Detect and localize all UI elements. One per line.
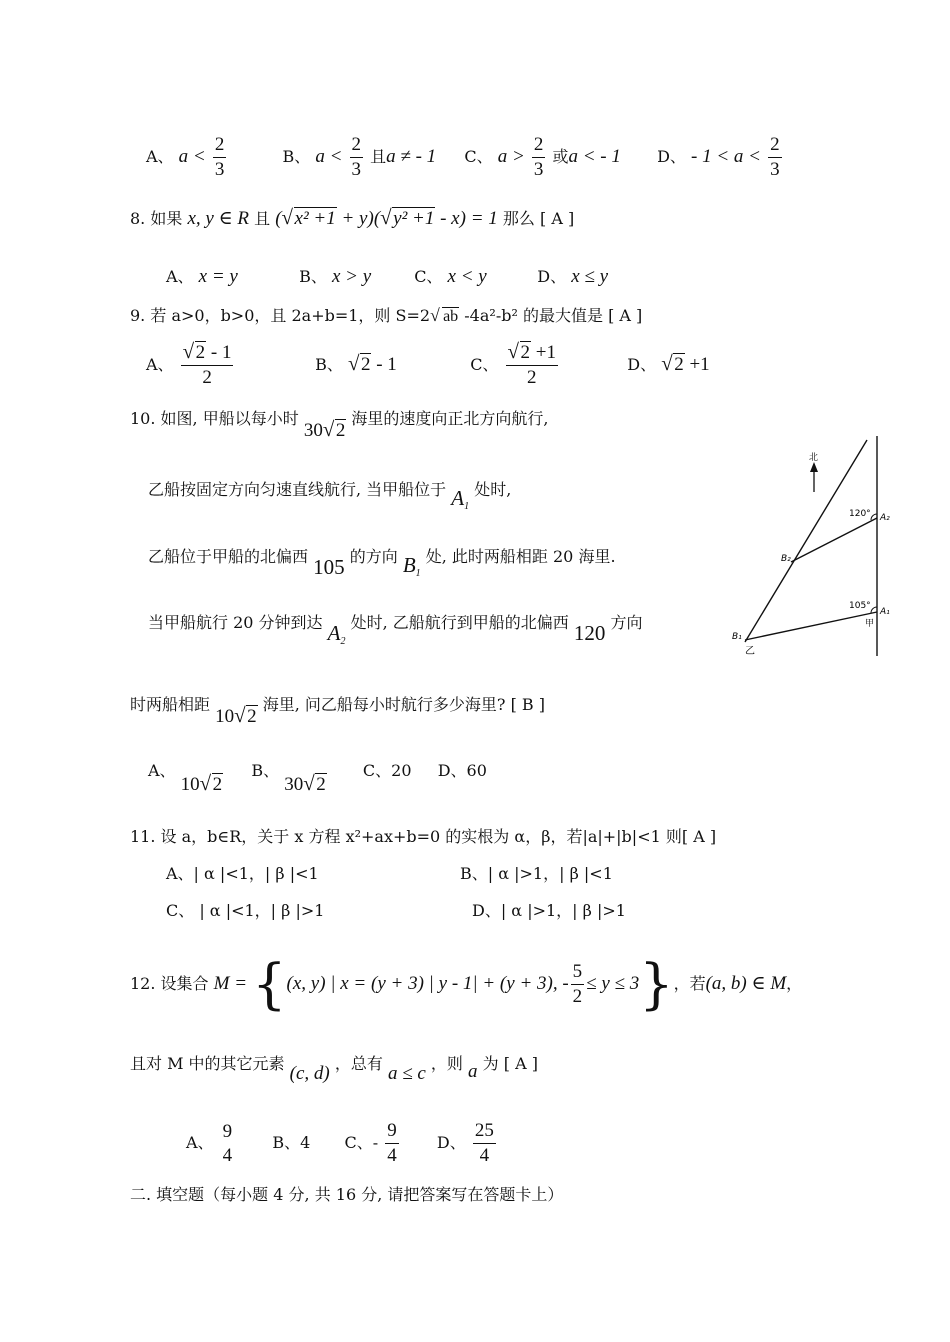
sqrt (234, 706, 258, 728)
text: 乙船位于甲船的北偏西 (148, 547, 309, 566)
q7-opt-b-math2: a ≠ - 1 (386, 146, 437, 167)
opt-label: D、 (627, 355, 657, 374)
rad: 2 (316, 774, 326, 795)
angle-label-120: 120° (849, 509, 871, 519)
num: 10 (215, 706, 235, 727)
q12-opt-b: B、4 (272, 1133, 311, 1152)
q8-opt-b (299, 266, 409, 288)
q7-opt-d-label: D、 (657, 147, 686, 166)
sub: 1 (464, 501, 470, 512)
sqrt (661, 354, 685, 376)
q11-stem: 11. 设 a，b∈R，关于 x 方程 x²+ax+b=0 的实根为 α，β，若|a|+|b|<1 则[ A ] (130, 827, 717, 846)
yi-label: 乙 (745, 646, 755, 657)
q9-opt-a-frac (181, 342, 234, 389)
frac-den: 3 (214, 159, 225, 180)
q9-options (146, 342, 710, 389)
text: ，总有 (334, 1054, 383, 1073)
q10-opt-d: D、60 (437, 761, 487, 780)
q7-opt-a-math: a < (178, 146, 206, 167)
section-2-title: 二. 填空题（每小题 4 分, 共 16 分, 请把答案写在答题卡上） (130, 1185, 564, 1204)
text: 海里的速度向正北方向航行, (351, 409, 549, 428)
a2-label: A₂ (880, 513, 890, 523)
sqrt (200, 774, 224, 796)
q9-opt-d (627, 354, 709, 376)
text: 处时, 乙船航行到甲船的北偏西 (350, 613, 569, 632)
rad: 2 (674, 354, 684, 375)
q10-opt-c: C、20 (362, 761, 412, 780)
q9-opt-a (146, 342, 310, 389)
q8-options (166, 266, 608, 288)
q8-opt-d (537, 266, 608, 288)
opt-label: C、- (344, 1133, 379, 1152)
opt-label: B、 (299, 267, 327, 286)
q10-answer: [ B ] (510, 695, 545, 714)
q8-sqrt-1 (282, 208, 337, 230)
q7-opt-c-math: a > (497, 146, 525, 167)
text: 且对 M 中的其它元素 (130, 1054, 285, 1073)
opt-label: A、 (148, 761, 176, 780)
q7-opt-a-label: A、 (146, 147, 174, 166)
frac-num (506, 342, 558, 366)
frac-den: 4 (387, 1145, 397, 1166)
text: 当甲船航行 20 分钟到达 (148, 613, 323, 632)
q7-opt-b-label: B、 (282, 147, 311, 166)
q12-ruo: ，若 (673, 974, 706, 993)
text: 处, 此时两船相距 20 海里. (425, 547, 616, 566)
num: 10 (180, 774, 200, 795)
q9-stem-a: 9. 若 a>0，b>0，且 2a+b=1，则 S=2 (130, 306, 431, 325)
q12-set-body: (x, y) | x = (y + 3) | y - 1| + (y + 3), - (286, 973, 569, 994)
frac-num: 2 (213, 134, 227, 158)
sqrt (323, 420, 347, 442)
frac-num: 5 (571, 961, 585, 985)
q7-opt-b-cn: 且 (370, 147, 387, 166)
frac-den: 3 (351, 159, 362, 180)
q8-and: 且 (254, 209, 271, 228)
q8-stem (130, 208, 574, 230)
opt-math: x > y (331, 266, 372, 287)
sqrt (348, 354, 372, 376)
q12-set-m: M = (213, 973, 248, 994)
ship-diagram (725, 430, 895, 662)
q7-opt-c-cn: 或 (552, 147, 569, 166)
frac-num: 9 (385, 1120, 399, 1144)
q7-opt-a-frac (213, 134, 227, 181)
q7-opt-d-math: - 1 < a < (691, 146, 761, 167)
q12-label: 12. 设集合 (130, 974, 209, 993)
q8-sqrt-2 (380, 208, 435, 230)
frac-num (181, 342, 234, 366)
a1-label: A₁ (880, 607, 890, 617)
q8-condition: x, y ∈ R (187, 208, 249, 229)
line-b2-a2 (791, 518, 877, 562)
q10-distance (215, 706, 258, 727)
q10-b1 (403, 553, 421, 577)
q12-opt-a-frac (221, 1121, 235, 1167)
q12-line2 (130, 1053, 538, 1084)
q7-options (146, 134, 784, 181)
sym: B (402, 553, 416, 577)
sym: A (451, 486, 465, 510)
q10-a1 (451, 486, 469, 510)
q10-opt-a-math (181, 774, 224, 795)
text: 为 (482, 1054, 499, 1073)
sqrt (303, 774, 327, 796)
q7-opt-b-frac (350, 134, 364, 181)
q11-opt-a: A、| α |<1，| β |<1 (166, 864, 319, 883)
q7-opt-c-label: C、 (464, 147, 493, 166)
opt-label: B、 (315, 355, 343, 374)
num-tail: - 1 (206, 342, 232, 363)
q10-speed (304, 420, 347, 441)
frac-num: 2 (768, 134, 782, 158)
q8-then: 那么 (502, 209, 535, 228)
q8-answer: [ A ] (539, 209, 575, 228)
num: 30 (284, 774, 304, 795)
right-brace-icon: } (639, 952, 674, 1016)
q8-label: 8. 如果 (130, 209, 183, 228)
q9-rad: ab (443, 308, 459, 325)
q8-eq-open: ( (275, 208, 282, 229)
q7-opt-c-math2: a < - 1 (568, 146, 621, 167)
q7-opt-b-math: a < (315, 146, 343, 167)
opt-label: B、 (251, 761, 280, 780)
q12-stem (130, 954, 802, 1014)
text: 方向 (610, 613, 643, 632)
sub: 1 (415, 568, 421, 579)
text: 海里, 问乙船每小时航行多少海里? (262, 695, 506, 714)
q11-opt-b: B、| α |>1，| β |<1 (460, 864, 613, 883)
rad: 2 (520, 342, 531, 363)
q9-opt-c (470, 342, 622, 389)
b2-label: B₂ (781, 554, 791, 564)
b1-label: B₁ (732, 632, 742, 642)
text: 时两船相距 (130, 695, 211, 714)
q11-opt-c: C、 | α |<1，| β |>1 (166, 901, 325, 920)
q7-opt-d-frac (768, 134, 782, 181)
opt-label: A、 (146, 355, 174, 374)
q8-opt-a (166, 266, 294, 288)
opt-math: x ≤ y (571, 266, 609, 287)
tail: - 1 (371, 354, 397, 375)
q8-eq-end: - x) = 1 (435, 208, 498, 229)
q10-line5 (130, 694, 545, 727)
q12-options (186, 1120, 498, 1167)
jia-label: 甲 (865, 619, 875, 629)
text: 处时, (474, 480, 512, 499)
q10-options (148, 760, 487, 795)
frac-den: 4 (479, 1145, 490, 1166)
frac-num: 2 (350, 134, 364, 158)
q12-set-range: ≤ y ≤ 3 (586, 973, 640, 994)
yi-course-line (745, 440, 867, 642)
opt-label: C、 (470, 355, 499, 374)
text: 乙船按固定方向匀速直线航行, 当甲船位于 (148, 480, 447, 499)
north-arrow-icon (810, 462, 818, 472)
q10-deg-105: 105 (313, 555, 345, 579)
q8-rad-2: y² +1 (393, 208, 435, 229)
rad: 2 (247, 706, 257, 727)
frac-den: 4 (222, 1144, 233, 1166)
frac-den: 2 (202, 367, 212, 388)
q12-opt-d-frac (473, 1120, 496, 1167)
opt-label: A、 (166, 267, 194, 286)
text: 10. 如图, 甲船以每小时 (130, 409, 299, 428)
q12-ineq: a ≤ c (387, 1063, 426, 1084)
q12-answer: [ A ] (503, 1054, 538, 1073)
q8-rad-1: x² +1 (294, 208, 336, 229)
opt-label: C、 (414, 267, 443, 286)
rad: 2 (212, 774, 223, 795)
q10-deg-120: 120 (573, 621, 606, 645)
q9-opt-b (315, 354, 465, 376)
rad: 2 (360, 354, 371, 375)
q12-pair: (a, b) ∈ M (705, 973, 787, 994)
q10-line3 (148, 544, 616, 579)
q11-opt-d: D、| α |>1，| β |>1 (472, 901, 626, 920)
num-tail: +1 (531, 342, 556, 363)
opt-math: x < y (447, 266, 487, 287)
q10-line1 (130, 408, 549, 441)
q9-stem-b: -4a²-b² 的最大值是 (459, 306, 603, 325)
q9-sqrt (430, 306, 459, 328)
opt-label: D、 (537, 267, 567, 286)
q10-opt-b-math (284, 774, 327, 795)
q8-opt-c (414, 266, 532, 288)
q12-cd: (c, d) (289, 1063, 330, 1084)
angle-label-105: 105° (849, 601, 871, 611)
opt-label: D、 (436, 1133, 466, 1152)
frac-num: 25 (473, 1120, 496, 1144)
q9-stem (130, 305, 642, 328)
north-label: 北 (809, 453, 819, 463)
sqrt (508, 342, 532, 364)
q12-frac (571, 961, 585, 1008)
q7-opt-c-frac (532, 134, 546, 181)
frac-den: 3 (533, 159, 544, 180)
num: 30 (303, 420, 323, 441)
q8-eq-mid: + y)( (336, 208, 381, 229)
q10-a2 (328, 621, 346, 645)
rad: 2 (195, 342, 206, 363)
q9-answer: [ A ] (608, 306, 643, 325)
q12-opt-c-frac (385, 1120, 399, 1167)
opt-math: x = y (198, 266, 238, 287)
left-brace-icon: { (252, 952, 287, 1016)
q9-opt-c-frac (506, 342, 558, 389)
sub: 2 (340, 636, 346, 647)
frac-num: 2 (532, 134, 546, 158)
opt-label: A、 (186, 1133, 214, 1152)
frac-den: 2 (572, 986, 583, 1007)
line-b1-a1 (745, 612, 877, 640)
text: ，则 (430, 1054, 463, 1073)
rad: 2 (335, 420, 346, 441)
tail: +1 (684, 354, 710, 375)
text: 的方向 (349, 547, 398, 566)
q10-line2 (148, 477, 512, 512)
sym: A (327, 621, 341, 645)
frac-den: 2 (527, 367, 537, 388)
frac-num: 9 (222, 1120, 233, 1142)
q10-line4 (148, 610, 643, 647)
q12-var: a (468, 1061, 478, 1082)
frac-den: 3 (770, 159, 780, 180)
q12-comma: ， (786, 974, 803, 993)
sqrt (183, 342, 207, 364)
